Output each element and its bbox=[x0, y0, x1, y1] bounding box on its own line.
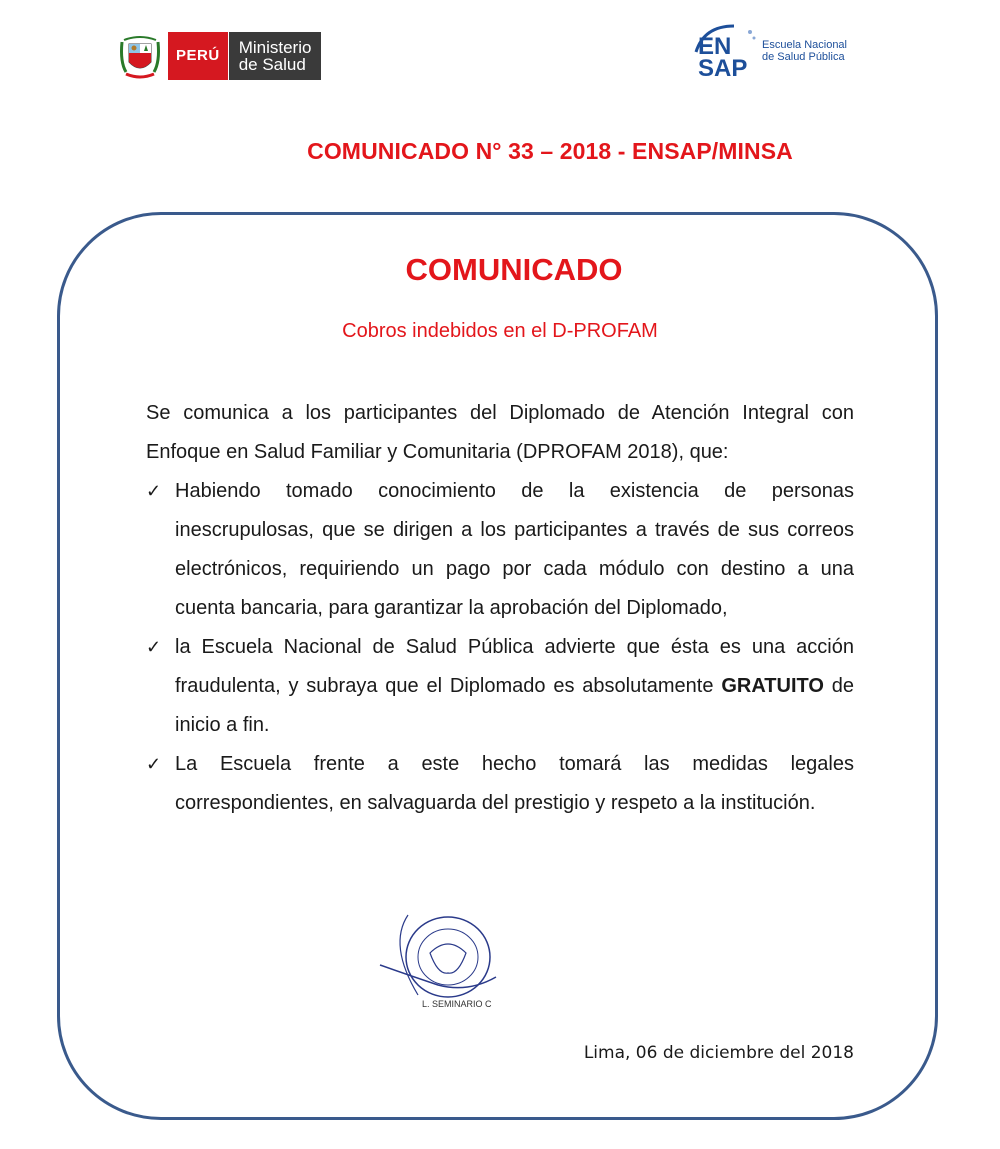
minsa-logo bbox=[118, 32, 321, 80]
subheading: Cobros indebidos en el D-PROFAM bbox=[342, 320, 658, 342]
bullet-text-2-post: de inicio a fin. bbox=[175, 675, 855, 736]
document-date: Lima, 06 de diciembre del 2018 bbox=[583, 1043, 854, 1063]
heading: COMUNICADO bbox=[405, 252, 623, 287]
peru-coat-of-arms-icon bbox=[118, 32, 162, 80]
svg-text:SAP: SAP bbox=[698, 55, 748, 80]
ensap-name bbox=[762, 39, 847, 63]
bullet-text-1: Habiendo tomado conocimiento de la existencia de personas inescrupulosas, que se dirigen a los participantes a través de sus correos electrónicos, requiriendo un pago por cada módulo con destino a una cuenta bancaria, para garantizar la aprobación del Diplomado, bbox=[175, 480, 854, 619]
ensap-line2: de Salud Pública bbox=[762, 51, 845, 63]
ensap-logo bbox=[694, 22, 847, 80]
bullet-item-2 bbox=[146, 628, 854, 745]
checkmark-icon: ✓ bbox=[146, 481, 162, 501]
checkmark-icon: ✓ bbox=[146, 637, 162, 657]
intro-paragraph: Se comunica a los participantes del Diplomado de Atención Integral con Enfoque en Salud Familiar y Comunitaria (DPROFAM 2018), que: bbox=[146, 402, 854, 463]
signature-stamp bbox=[378, 905, 518, 1015]
ensap-line1: Escuela Nacional bbox=[762, 39, 847, 51]
checkmark-icon: ✓ bbox=[146, 754, 162, 774]
ministerio-label bbox=[228, 32, 322, 80]
ministerio-line1: Ministerio bbox=[238, 38, 312, 57]
signature-name: L. SEMINARIO C bbox=[422, 999, 492, 1009]
ensap-mark-icon bbox=[694, 22, 758, 80]
body-text bbox=[146, 394, 854, 823]
svg-text:EN: EN bbox=[698, 33, 732, 60]
bullet-list bbox=[146, 472, 854, 823]
peru-label: PERÚ bbox=[168, 32, 228, 80]
bullet-item-1 bbox=[146, 472, 854, 628]
ministerio-line2: de Salud bbox=[238, 55, 306, 74]
bullet-text-3: La Escuela frente a este hecho tomará las medidas legales correspondientes, en salvaguarda del prestigio y respeto a la institución. bbox=[175, 753, 854, 814]
bullet-text-2-bold: GRATUITO bbox=[721, 675, 824, 697]
bullet-text-2-pre: la Escuela Nacional de Salud Pública advierte que ésta es una acción fraudulenta, y subraya que el Diplomado es absolutamente bbox=[175, 636, 854, 697]
bullet-item-3 bbox=[146, 745, 854, 823]
document-title: COMUNICADO N° 33 – 2018 - ENSAP/MINSA bbox=[307, 138, 793, 164]
